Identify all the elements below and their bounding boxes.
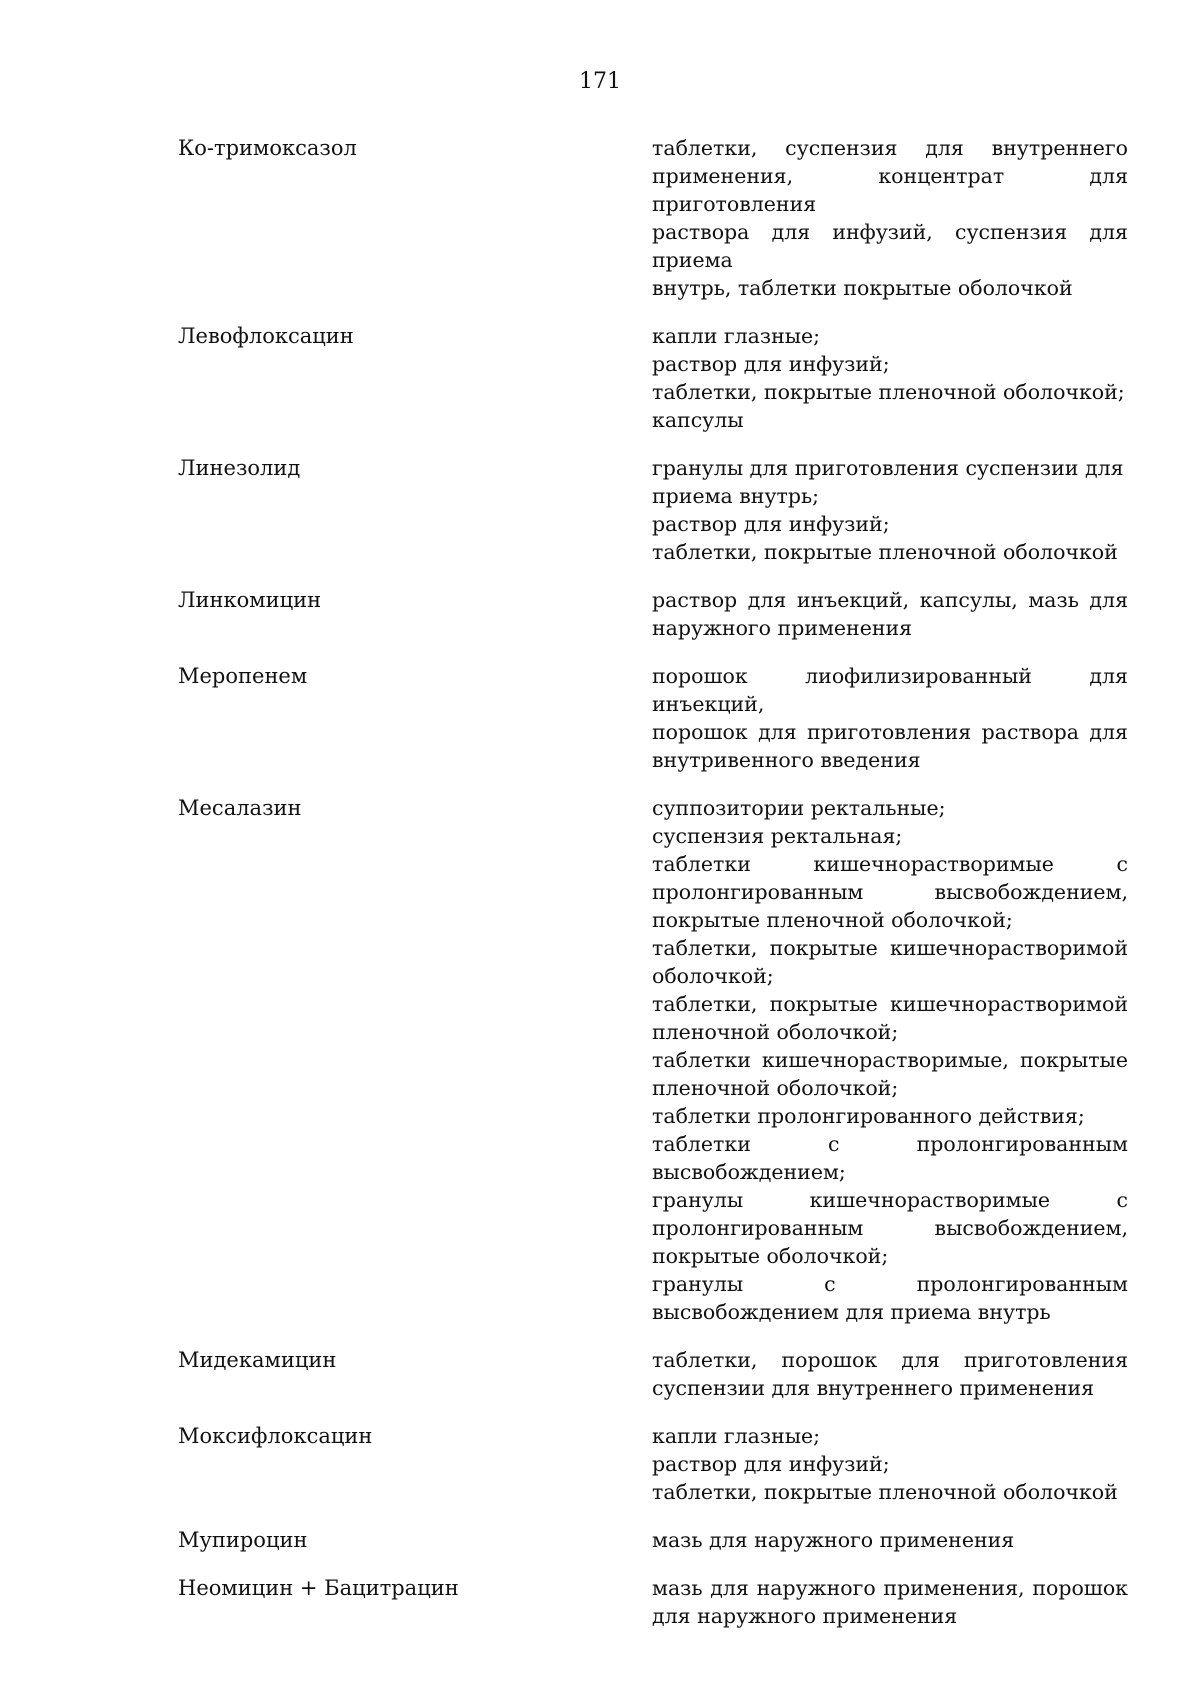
drug-name: Мидекамицин (178, 1348, 337, 1372)
dosage-form-line: гранулы кишечнорастворимые с (652, 1188, 1128, 1212)
dosage-form-line: суспензия ректальная; (652, 824, 903, 848)
dosage-form-line: таблетки, покрытые пленочной оболочкой (652, 1480, 1118, 1504)
dosage-form-line: раствор для инфузий; (652, 352, 890, 376)
dosage-form-line: оболочкой; (652, 964, 774, 988)
dosage-form-line: таблетки, покрытые пленочной оболочкой; (652, 380, 1125, 404)
dosage-form-line: таблетки, покрытые кишечнорастворимой (652, 992, 1128, 1016)
dosage-form-line: раствор для инъекций, капсулы, мазь для (652, 588, 1128, 612)
dosage-form-line: внутрь, таблетки покрытые оболочкой (652, 276, 1073, 300)
drug-entry (0, 322, 1200, 434)
dosage-form-line: суппозитории ректальные; (652, 796, 946, 820)
drug-entry (0, 794, 1200, 1326)
dosage-form-line: приема внутрь; (652, 484, 820, 508)
drug-entry (0, 662, 1200, 774)
dosage-form-line: порошок для приготовления раствора для (652, 720, 1128, 744)
drug-entry (0, 454, 1200, 566)
dosage-form-line: капли глазные; (652, 1424, 821, 1448)
dosage-form-line: таблетки, покрытые кишечнорастворимой (652, 936, 1128, 960)
dosage-form-line: высвобождением; (652, 1160, 846, 1184)
dosage-form-line: капсулы (652, 408, 744, 432)
drug-name: Моксифлоксацин (178, 1424, 373, 1448)
dosage-form-line: гранулы для приготовления суспензии для (652, 456, 1124, 480)
drug-entry (0, 586, 1200, 642)
dosage-form-line: таблетки, порошок для приготовления (652, 1348, 1128, 1372)
drug-entry (0, 1574, 1200, 1630)
dosage-forms (652, 322, 1128, 434)
dosage-form-line: высвобождением для приема внутрь (652, 1300, 1051, 1324)
dosage-forms (652, 794, 1128, 1326)
drug-entry (0, 1422, 1200, 1506)
dosage-forms (652, 1574, 1128, 1630)
drug-name: Неомицин + Бацитрацин (178, 1576, 459, 1600)
dosage-forms (652, 454, 1128, 566)
dosage-form-line: таблетки кишечнорастворимые с (652, 852, 1128, 876)
drug-name: Меропенем (178, 664, 308, 688)
dosage-form-line: раствор для инфузий; (652, 1452, 890, 1476)
drug-name: Мупироцин (178, 1528, 308, 1552)
drug-name: Месалазин (178, 796, 302, 820)
page-number: 171 (579, 69, 621, 94)
dosage-form-line: пленочной оболочкой; (652, 1020, 899, 1044)
dosage-form-line: наружного применения (652, 616, 913, 640)
dosage-form-line: покрытые пленочной оболочкой; (652, 908, 1013, 932)
dosage-forms (652, 1346, 1128, 1402)
dosage-form-line: внутривенного введения (652, 748, 921, 772)
drug-name: Левофлоксацин (178, 324, 354, 348)
dosage-form-line: мазь для наружного применения, порошок (652, 1576, 1128, 1600)
dosage-forms (652, 586, 1128, 642)
dosage-form-line: порошок лиофилизированный для инъекций, (652, 664, 1128, 716)
dosage-form-line: для наружного применения (652, 1604, 958, 1628)
dosage-form-line: капли глазные; (652, 324, 821, 348)
dosage-forms (652, 662, 1128, 774)
dosage-form-line: мазь для наружного применения (652, 1528, 1015, 1552)
dosage-form-line: пролонгированным высвобождением, (652, 1216, 1128, 1240)
dosage-form-line: таблетки кишечнорастворимые, покрытые (652, 1048, 1128, 1072)
dosage-forms (652, 1526, 1128, 1554)
drug-list (0, 134, 1200, 1630)
drug-name: Линезолид (178, 456, 301, 480)
dosage-form-line: раствор для инфузий; (652, 512, 890, 536)
dosage-form-line: таблетки, суспензия для внутреннего (652, 136, 1128, 160)
dosage-form-line: покрытые оболочкой; (652, 1244, 889, 1268)
dosage-form-line: таблетки пролонгированного действия; (652, 1104, 1085, 1128)
dosage-form-line: таблетки с пролонгированным (652, 1132, 1128, 1156)
drug-entry (0, 134, 1200, 302)
drug-name: Ко-тримоксазол (178, 136, 357, 160)
dosage-forms (652, 1422, 1128, 1506)
dosage-form-line: гранулы с пролонгированным (652, 1272, 1128, 1296)
dosage-forms (652, 134, 1128, 302)
drug-entry (0, 1346, 1200, 1402)
drug-entry (0, 1526, 1200, 1554)
dosage-form-line: суспензии для внутреннего применения (652, 1376, 1095, 1400)
dosage-form-line: раствора для инфузий, суспензия для приема (652, 220, 1128, 272)
dosage-form-line: таблетки, покрытые пленочной оболочкой (652, 540, 1118, 564)
dosage-form-line: применения, концентрат для приготовления (652, 164, 1128, 216)
dosage-form-line: пленочной оболочкой; (652, 1076, 899, 1100)
dosage-form-line: пролонгированным высвобождением, (652, 880, 1128, 904)
drug-name: Линкомицин (178, 588, 322, 612)
